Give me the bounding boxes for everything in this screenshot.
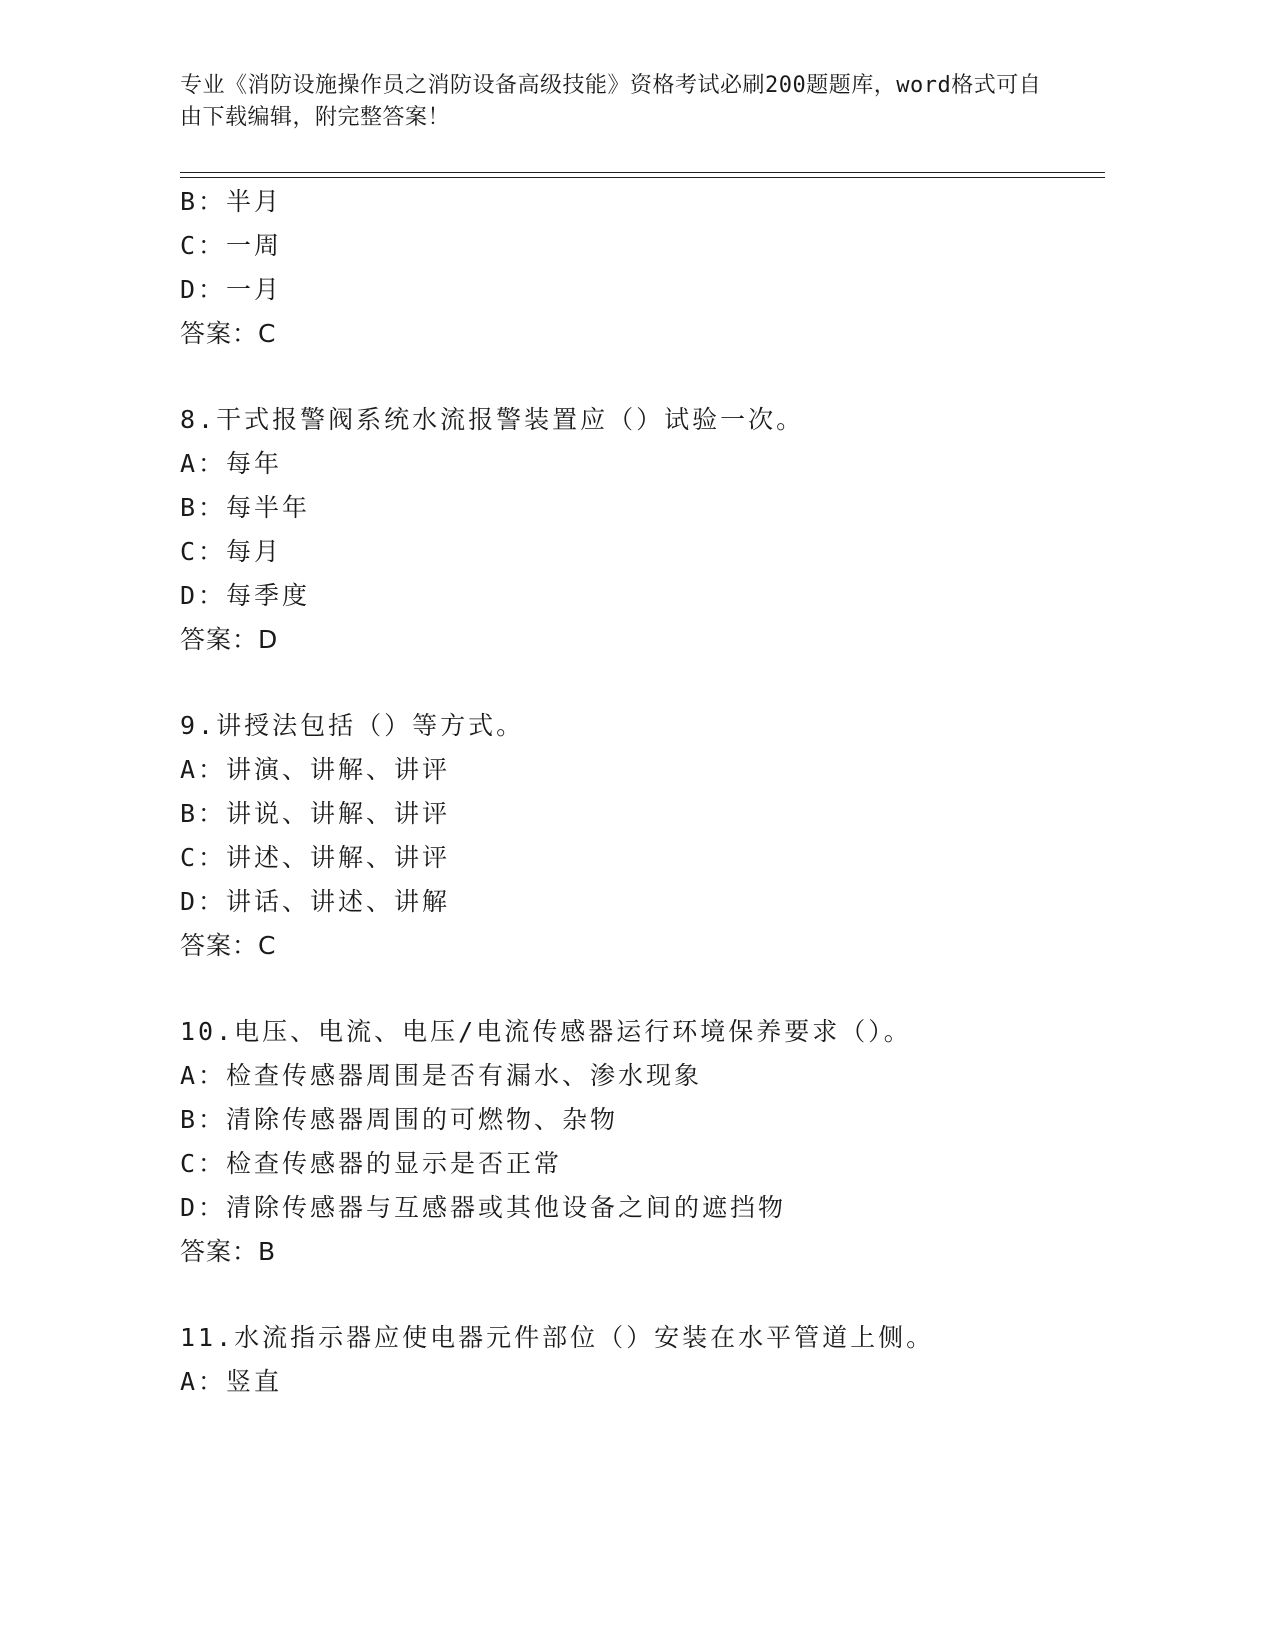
option-a: A：竖直 [180, 1367, 283, 1396]
document-header: 专业《消防设施操作员之消防设备高级技能》资格考试必刷200题题库，word格式可自由下载编辑，附完整答案！ [180, 73, 1042, 130]
question-stem: 11.水流指示器应使电器元件部位（）安装在水平管道上侧。 [180, 1323, 935, 1352]
question-stem: 10.电压、电流、电压/电流传感器运行环境保养要求（）。 [180, 1017, 912, 1046]
option-c: C：检查传感器的显示是否正常 [180, 1149, 563, 1178]
option-a: A：检查传感器周围是否有漏水、渗水现象 [180, 1061, 703, 1090]
option-d: D：每季度 [180, 581, 311, 610]
question-11 [180, 1319, 1105, 1407]
spacer [180, 1277, 1105, 1319]
spacer [180, 971, 1105, 1013]
question-stem: 8.干式报警阀系统水流报警装置应（）试验一次。 [180, 405, 805, 434]
answer-line: 答案：C [180, 319, 277, 348]
option-b: B：讲说、讲解、讲评 [180, 799, 451, 828]
question-8 [180, 401, 1105, 665]
option-b: B：清除传感器周围的可燃物、杂物 [180, 1105, 619, 1134]
option-a: A：每年 [180, 449, 283, 478]
question-9 [180, 707, 1105, 971]
option-d: D：一月 [180, 275, 283, 304]
question-7-continued [180, 183, 1105, 359]
header-rule-bottom [180, 177, 1105, 178]
option-d: D：讲话、讲述、讲解 [180, 887, 451, 916]
option-b: B：每半年 [180, 493, 311, 522]
question-list [180, 183, 1105, 1407]
option-c: C：讲述、讲解、讲评 [180, 843, 451, 872]
answer-line: 答案：D [180, 625, 279, 654]
header-rule-top [180, 172, 1105, 173]
answer-line: 答案：C [180, 931, 277, 960]
option-c: C：每月 [180, 537, 283, 566]
spacer [180, 359, 1105, 401]
question-stem: 9.讲授法包括（）等方式。 [180, 711, 525, 740]
option-a: A：讲演、讲解、讲评 [180, 755, 451, 784]
spacer [180, 665, 1105, 707]
option-c: C：一周 [180, 231, 283, 260]
answer-line: 答案：B [180, 1237, 277, 1266]
option-d: D：清除传感器与互感器或其他设备之间的遮挡物 [180, 1193, 787, 1222]
option-b: B：半月 [180, 187, 283, 216]
question-10 [180, 1013, 1105, 1277]
